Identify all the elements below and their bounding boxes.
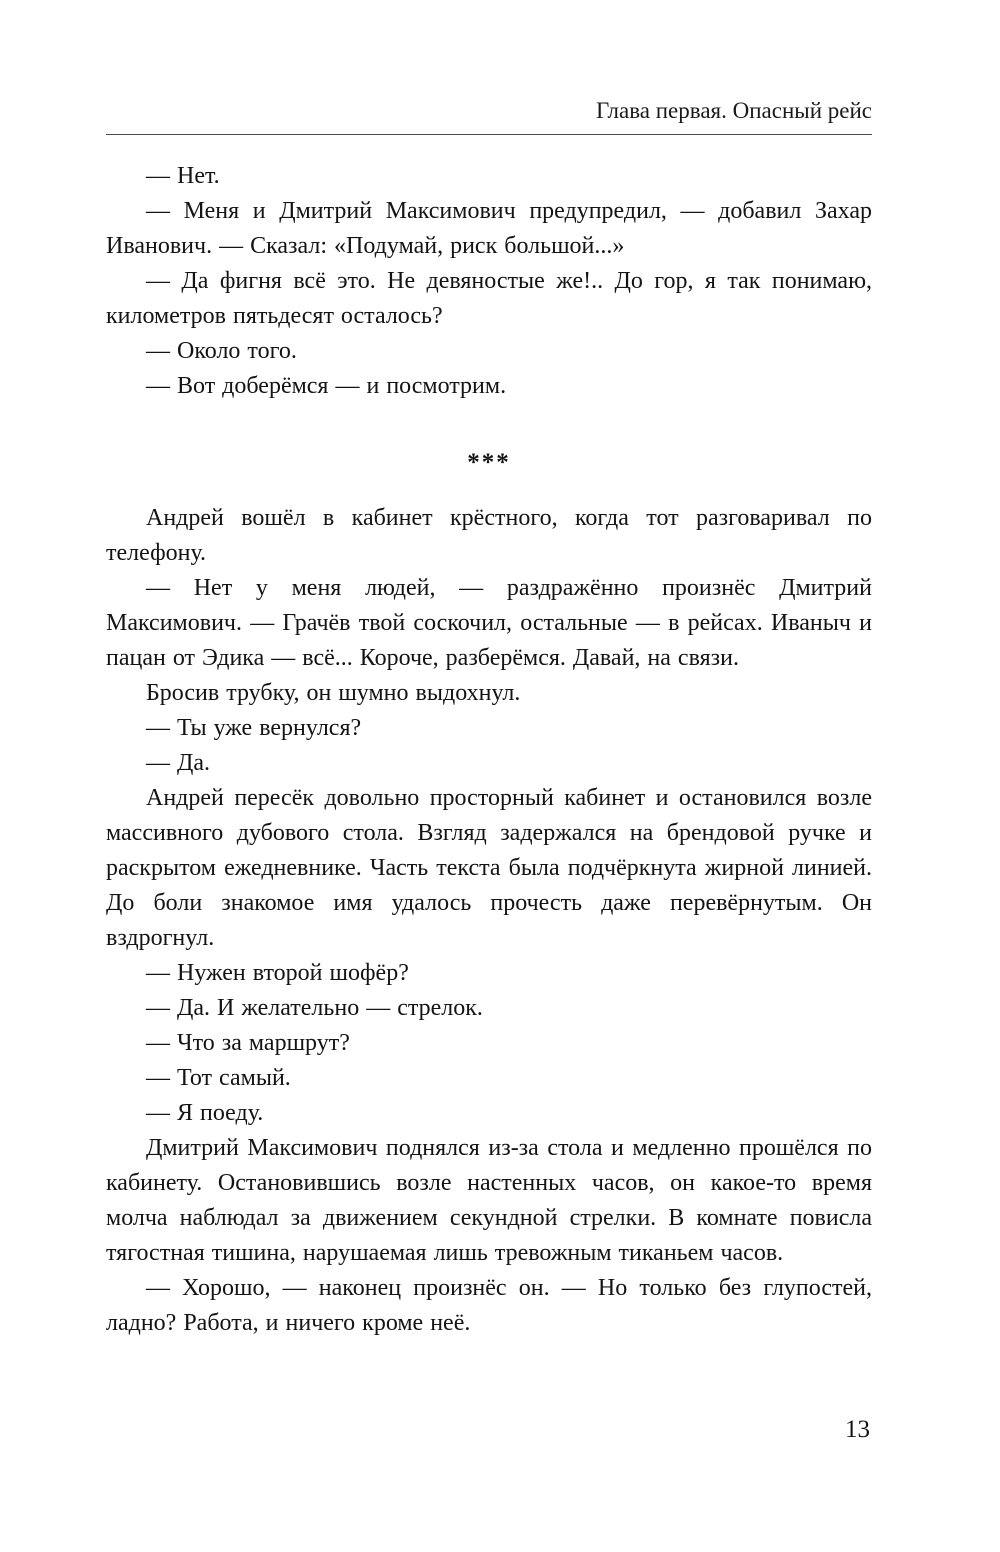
page-content (106, 98, 872, 1341)
page-number: 13 (845, 1416, 870, 1443)
paragraph: — Я поеду. (146, 1100, 264, 1126)
paragraph: — Нужен второй шофёр? (146, 960, 409, 986)
paragraph: — Что за маршрут? (146, 1030, 350, 1056)
paragraph: Бросив трубку, он шумно выдохнул. (146, 680, 521, 706)
paragraph: — Да. И желательно — стрелок. (146, 995, 483, 1021)
paragraph: — Вот доберёмся — и посмотрим. (146, 373, 507, 399)
paragraph: — Нет у меня людей, — раздражённо произнёс Дмитрий Максимович. — Грачёв твой соскочил, остальные — в рейсах. Иваныч и пацан от Эдика — всё... Короче, разберёмся. Давай, на связи. (106, 575, 872, 671)
page-body (106, 159, 872, 1341)
paragraph: — Хорошо, — наконец произнёс он. — Но только без глупостей, ладно? Работа, и ничего кроме неё. (106, 1275, 872, 1336)
paragraph: — Ты уже вернулся? (146, 715, 362, 741)
paragraph: — Нет. (146, 163, 220, 189)
paragraph: — Меня и Дмитрий Максимович предупредил, — добавил Захар Иванович. — Сказал: «Подумай, риск большой...» (106, 198, 872, 259)
paragraph: Дмитрий Максимович поднялся из-за стола и медленно прошёлся по кабинету. Остановившись возле настенных часов, он какое-то время молча наблюдал за движением секундной стрелки. В комнате повисла тягостная тишина, нарушаемая лишь тревожным тиканьем часов. (106, 1135, 872, 1266)
section-separator: *** (467, 449, 511, 476)
paragraph: — Да фигня всё это. Не девяностые же!.. До гор, я так понимаю, километров пятьдесят осталось? (106, 268, 872, 329)
paragraph: — Около того. (146, 338, 297, 364)
running-header: Глава первая. Опасный рейс (106, 98, 872, 135)
paragraph: — Тот самый. (146, 1065, 291, 1091)
paragraph: Андрей вошёл в кабинет крёстного, когда тот разговаривал по телефону. (106, 505, 872, 566)
paragraph: — Да. (146, 750, 211, 776)
paragraph: Андрей пересёк довольно просторный кабинет и остановился возле массивного дубового стола. Взгляд задержался на брендовой ручке и раскрытом ежедневнике. Часть текста была подчёркнута жирной линией. До боли знакомое имя удалось прочесть даже перевёрнутым. Он вздрогнул. (106, 785, 872, 951)
